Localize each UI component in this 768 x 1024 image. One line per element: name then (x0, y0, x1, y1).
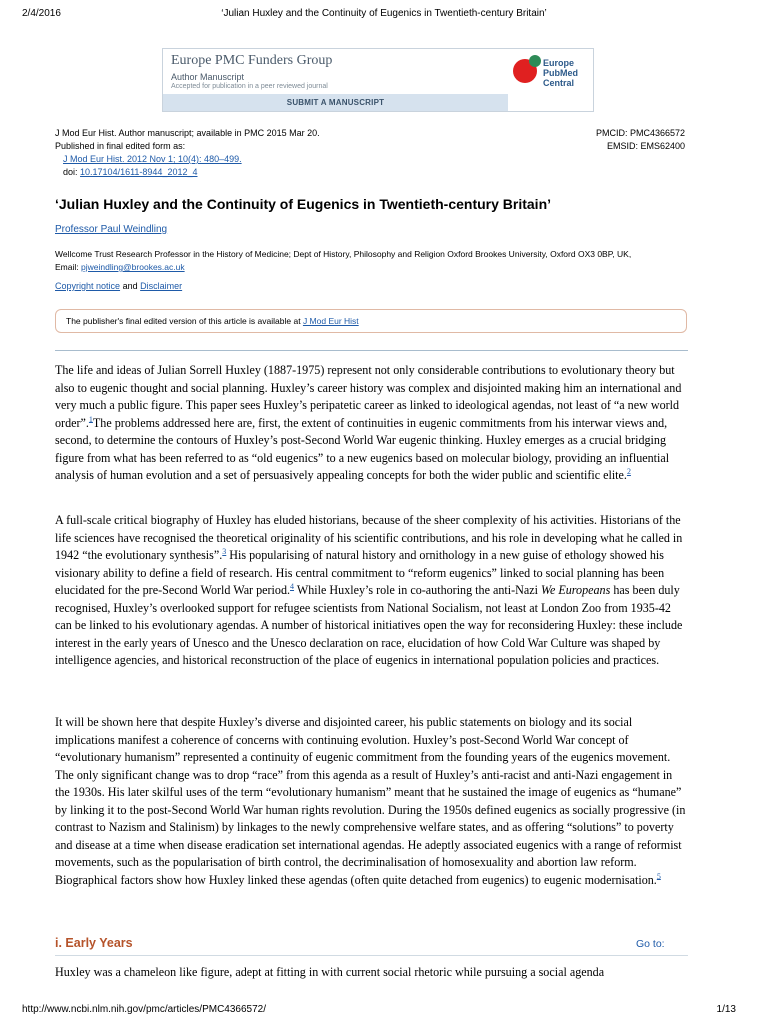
section-divider (55, 955, 688, 956)
print-header (0, 0, 768, 26)
print-footer (0, 1000, 768, 1024)
body-paragraph-1 (55, 362, 688, 485)
email-link[interactable]: pjweindling@brookes.ac.uk (81, 262, 185, 272)
email-label: Email: (55, 262, 79, 272)
pmcid: PMCID: PMC4366572 (595, 128, 685, 138)
submit-manuscript-button[interactable]: SUBMIT A MANUSCRIPT (163, 94, 508, 111)
logo-text (543, 58, 578, 88)
article-title: ‘Julian Huxley and the Continuity of Eugenics in Twentieth-century Britain’ (55, 196, 552, 212)
logo-green-circle-icon (529, 55, 541, 67)
citation-link[interactable]: J Mod Eur Hist. 2012 Nov 1; 10(4): 480–499. (63, 154, 242, 164)
emsid: EMSID: EMS62400 (606, 141, 685, 151)
footnote-ref-1[interactable]: 1 (88, 414, 93, 424)
author-link[interactable]: Professor Paul Weindling (55, 224, 168, 235)
journal-line: J Mod Eur Hist. Author manuscript; available in PMC 2015 Mar 20. (55, 128, 320, 138)
logo-line-3: Central (543, 78, 575, 88)
banner-accepted: Accepted for publication in a peer reviewed journal (171, 83, 328, 90)
banner-manuscript: Author Manuscript (171, 72, 245, 82)
p2-text-a: A full-scale critical biography of Huxley has eluded historians, because of the sheer complexity of his activities. Historians of the life sciences have recognised the theoretical originality of his scientific contributions, and his role in developing what he called in 1942 “the evolutionary synthesis”. (55, 513, 683, 562)
section-heading-early-years: i. Early Years (55, 936, 133, 950)
p1-text-b: The problems addressed here are, first, the extent of continuities in eugenic commitments from his interwar views and, second, to determine the contours of Huxley’s post-Second World War eugenic thinking. Huxley emerges as a crucial bridging figure from what has been referred to as “old eugenics” to a new eugenics based on molecular biology, providing an influential analysis of human evolution and a set of persuasively appealing concepts for both the wider public and scientific elite. (55, 415, 670, 482)
footnote-ref-2[interactable]: 2 (626, 466, 631, 476)
published-label: Published in final edited form as: (55, 141, 186, 151)
p2-italic-title: We Europeans (540, 583, 611, 597)
goto-link[interactable]: Go to: (636, 938, 665, 950)
copyright-notice-link[interactable]: Copyright notice (55, 281, 121, 291)
p2-text-d: has been duly recognised, Huxley’s overlooked support for refugee scientists from National Socialism, not least at London Zoo from 1935-42 can be linked to his evolutionary agendas. A number of historical initiatives open the way for reconsidering Huxley: these include interest in the early years of Unesco and the Unesco declaration on race, elucidation of how Cold War Culture was shaped by intelligence agencies, and historical reconstruction of the place of eugenics in international population policies and practices. (55, 583, 683, 667)
doi-link[interactable]: 10.17104/1611-8944_2012_4 (80, 167, 198, 177)
body-paragraph-3 (55, 714, 688, 889)
body-paragraph-4: Huxley was a chameleon like figure, adept at fitting in with current social rhetoric while pursuing a social agenda (55, 965, 605, 979)
print-date: 2/4/2016 (22, 8, 61, 19)
europe-pmc-logo (513, 53, 589, 107)
notices (55, 281, 182, 291)
body-paragraph-2 (55, 512, 688, 670)
final-version-text: The publisher's final edited version of this article is available at (66, 316, 301, 326)
p2-text-b: His popularising of natural history and ornithology in a new guise of ethology showed his visionary ability to define a field of research. His central commitment to “reform eugenics” linked to social planning has been elucidated for the pre-Second World War period. (55, 548, 665, 597)
doi-label: doi: (63, 167, 78, 177)
divider (55, 350, 688, 351)
affiliation-text: Wellcome Trust Research Professor in the History of Medicine; Dept of History, Philosophy and Religion Oxford Brookes University, Oxford OX3 0BP, UK, (55, 249, 632, 259)
print-title: ‘Julian Huxley and the Continuity of Eugenics in Twentieth-century Britain’ (221, 8, 547, 19)
print-url: http://www.ncbi.nlm.nih.gov/pmc/articles/PMC4366572/ (22, 1004, 266, 1015)
logo-line-1: Europe (543, 58, 575, 68)
footnote-ref-3[interactable]: 3 (222, 546, 227, 556)
and-text: and (122, 281, 138, 291)
p3-text-a: It will be shown here that despite Huxley’s diverse and disjointed career, his public statements on biology and its social implications manifest a coherence of concerns with continuing evolution. Huxley’s post-Second World War concept of “evolutionary humanism” represented a continuity of eugenic commitment from the founding years of the eugenics movement. The only significant change was to drop “race” from this agenda as a result of Huxley’s anti-racist and anti-Nazi engagement in the 1930s. His later skilful uses of the term “evolutionary humanism” meant that he sustained the image of eugenics as “humane” by linking it to the post-Second World War human rights revolution. During the 1950s defined eugenics as socially progressive (in contrast to Nazism and Stalinism) by linkages to the newly comprehensive welfare states, and as offering “solutions” to poverty and disease at a time when disease eradication set international agendas. He adeptly associated eugenics with a range of reformist movements, such as the popularisation of birth control, the decriminalisation of homosexuality and abortion law reform. Biographical factors show how Huxley linked these agendas (often quite detached from eugenics) to eugenic modernisation. (55, 715, 686, 887)
final-version-link[interactable]: J Mod Eur Hist (302, 316, 359, 326)
disclaimer-link[interactable]: Disclaimer (140, 281, 183, 291)
funders-banner (162, 48, 594, 112)
p2-text-c: While Huxley’s role in co-authoring the anti-Nazi (294, 583, 541, 597)
logo-line-2: PubMed (543, 68, 578, 78)
author-affiliation (55, 248, 695, 274)
p1-text-a: The life and ideas of Julian Sorrell Huxley (1887-1975) represent not only considerable contributions to evolutionary theory but also to eugenic thought and social planning. Huxley’s career history was complex and disjointed making him an international and very much a public figure. This paper sees Huxley’s peripatetic career as linked to ideological agendas, not least of “a new world order”. (55, 363, 682, 430)
banner-org: Europe PMC Funders Group (171, 53, 333, 68)
final-version-notice (55, 309, 687, 333)
print-page-number: 1/13 (716, 1004, 736, 1015)
footnote-ref-5[interactable]: 5 (656, 871, 661, 881)
footnote-ref-4[interactable]: 4 (290, 581, 295, 591)
